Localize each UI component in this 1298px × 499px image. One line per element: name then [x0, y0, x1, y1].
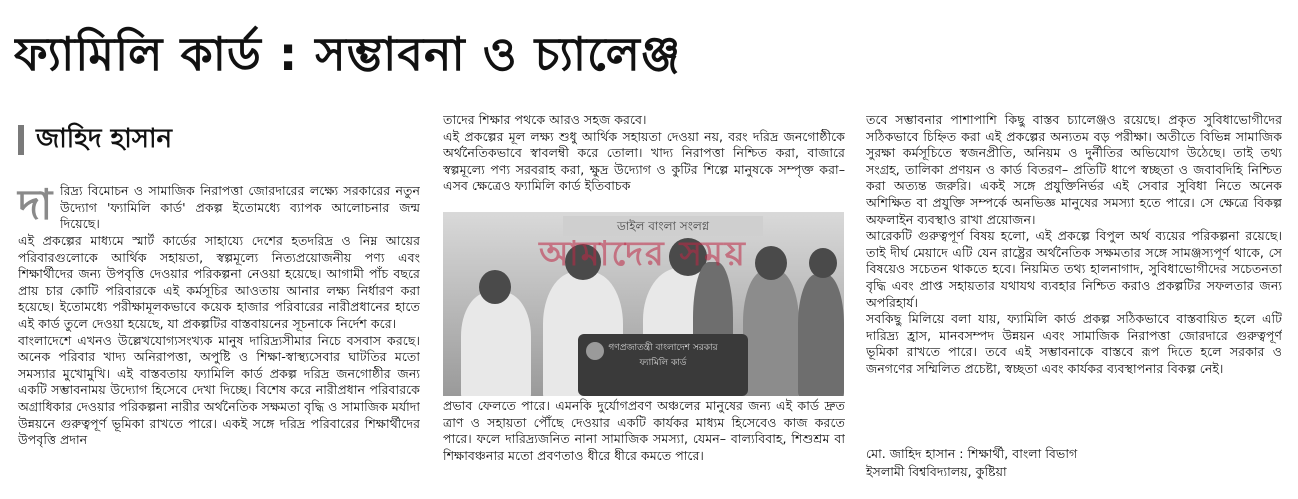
paragraph: প্রভাব ফেলতে পারে। এমনকি দুর্যোগপ্রবণ অঞ্চলের মানুষের জন্য এই কার্ড দ্রুত ত্রাণ ও সহায়তা পৌঁছে দেওয়ার একটি কার্যকর মাধ্যম হিসেবেও কাজ করতে পারে। ফলে দারিদ্র্যজনিত নানা সামাজিক সমস্যা, যেমন– বাল্যবিবাহ, শিশুশ্রম বা শিক্ষাবঞ্চনার মতো প্রবণতাও ধীরে ধীরে কমতে পারে।: [443, 398, 845, 463]
column-3: [866, 112, 1282, 432]
government-emblem-icon: [586, 342, 604, 360]
dropcap: দা: [18, 180, 53, 229]
person-figure: [461, 292, 531, 396]
author-affiliation: ইসলামী বিশ্ববিদ্যালয়, কুষ্টিয়া: [866, 464, 1007, 479]
paragraph: তবে সম্ভাবনার পাশাপাশি কিছু বাস্তব চ্যালেঞ্জও রয়েছে। প্রকৃত সুবিধাভোগীদের সঠিকভাবে চিহ্নিত করা এই প্রকল্পের অন্যতম বড় পরীক্ষা। অতীতে বিভিন্ন সামাজিক সুরক্ষা কর্মসূচিতে স্বজনপ্রীতি, অনিয়ম ও দুর্নীতির অভিযোগ উঠেছে। তাই তথ্য সংগ্রহ, তালিকা প্রণয়ন ও কার্ড বিতরণ– প্রতিটি ধাপে স্বচ্ছতা ও জবাবদিহি নিশ্চিত করা অত্যন্ত জরুরি। একই সঙ্গে প্রযুক্তিনির্ভর এই সেবার সুবিধা নিতে অনেক অশিক্ষিত বা প্রযুক্তি সম্পর্কে অনভিজ্ঞ মানুষের সমস্যা হতে পারে। সে ক্ষেত্রে বিকল্প অফলাইন ব্যবস্থাও রাখা প্রয়োজন।: [866, 112, 1282, 227]
paragraph: এই প্রকল্পের মাধ্যমে স্মার্ট কার্ডের সাহায্যে দেশের হতদরিদ্র ও নিম্ন আয়ের পরিবারগুলোকে আর্থিক সহায়তা, স্বল্পমূল্যে নিত্যপ্রয়োজনীয় পণ্য এবং শিক্ষার্থীদের জন্য উপবৃত্তি দেওয়ার পরিকল্পনা নেওয়া হয়েছে। আগামী পাঁচ বছরে প্রায় চার কোটি পরিবারকে এই কর্মসূচির আওতায় আনার লক্ষ্য নির্ধারণ করা হয়েছে। ইতোমধ্যে পরীক্ষামূলকভাবে কয়েক হাজার পরিবারের নারীপ্রধানের হাতে এই কার্ড তুলে দেওয়া হয়েছে, যা প্রকল্পটির বাস্তবায়নের সূচনাকে নির্দেশ করে।: [18, 233, 420, 331]
lead-paragraph: রিদ্র্য বিমোচন ও সামাজিক নিরাপত্তা জোরদারের লক্ষ্যে সরকারের নতুন উদ্যোগ 'ফ্যামিলি কার্ড' প্রকল্প ইতোমধ্যে ব্যাপক আলোচনার জন্ম দিয়েছে।: [60, 183, 420, 232]
column-1-lead: [60, 183, 420, 235]
paragraph: বাংলাদেশে এখনও উল্লেখযোগ্যসংখ্যক মানুষ দারিদ্র্যসীমার নিচে বসবাস করছে। অনেক পরিবার খাদ্য অনিরাপত্তা, অপুষ্টি ও শিক্ষা-স্বাস্থ্যসেবার ঘাটতির মতো সমস্যার মুখোমুখি। এই বাস্তবতায় ফ্যামিলি কার্ড প্রকল্প দরিদ্র জনগোষ্ঠীর জন্য একটি সম্ভাবনাময় উদ্যোগ হিসেবে দেখা দিচ্ছে। বিশেষ করে নারীপ্রধান পরিবারকে অগ্রাধিকার দেওয়ার পরিকল্পনা নারীর অর্থনৈতিক সক্ষমতা বৃদ্ধি ও সামাজিক মর্যাদা উন্নয়নে গুরুত্বপূর্ণ ভূমিকা রাখতে পারে। একই সঙ্গে দরিদ্র পরিবারের শিক্ষার্থীদের উপবৃত্তি প্রদান: [18, 332, 420, 448]
family-card: [578, 334, 748, 396]
photo-banner: ডাইল বাংলা সংলগ্ন: [563, 216, 763, 236]
author-credit: মো. জাহিদ হাসান : শিক্ষার্থী, বাংলা বিভাগ: [866, 446, 1078, 461]
column-2-top: [443, 112, 845, 208]
person-head: [479, 270, 511, 304]
paragraph: সবকিছু মিলিয়ে বলা যায়, ফ্যামিলি কার্ড প্রকল্প সঠিকভাবে বাস্তবায়িত হলে এটি দারিদ্র্য হ্রাস, মানবসম্পদ উন্নয়ন এবং সামাজিক নিরাপত্তা জোরদারে গুরুত্বপূর্ণ ভূমিকা রাখতে পারে। তবে এই সম্ভাবনাকে বাস্তবে রূপ দিতে হলে সরকার ও জনগণের সম্মিলিত প্রচেষ্টা, স্বচ্ছতা এবং কার্যকর ব্যবস্থাপনার বিকল্প নেই।: [866, 311, 1282, 376]
headline: ফ্যামিলি কার্ড : সম্ভাবনা ও চ্যালেঞ্জ: [14, 27, 682, 81]
byline: [18, 122, 172, 158]
author-name: জাহিদ হাসান: [36, 124, 173, 154]
paragraph: আরেকটি গুরুত্বপূর্ণ বিষয় হলো, এই প্রকল্পে বিপুল অর্থ ব্যয়ের পরিকল্পনা রয়েছে। তাই দীর্ঘ মেয়াদে এটি যেন রাষ্ট্রের অর্থনৈতিক সক্ষমতার সঙ্গে সামঞ্জস্যপূর্ণ থাকে, সে বিষয়েও সচেতন থাকতে হবে। নিয়মিত তথ্য হালনাগাদ, সুবিধাভোগীদের সচেতনতা বৃদ্ধি এবং প্রাপ্ত সহায়তার যথাযথ ব্যবহার নিশ্চিত করাও প্রকল্পটির সফলতার জন্য অপরিহার্য।: [866, 228, 1282, 310]
column-1-body: [18, 233, 420, 495]
paragraph: এই প্রকল্পের মূল লক্ষ্য শুধু আর্থিক সহায়তা দেওয়া নয়, বরং দরিদ্র জনগোষ্ঠীকে অর্থনৈতিকভাবে স্বাবলম্বী করে তোলা। খাদ্য নিরাপত্তা নিশ্চিত করা, বাজারে স্বল্পমূল্যে পণ্য সরবরাহ করা, ক্ষুদ্র উদ্যোগ ও কুটির শিল্পে মানুষকে সম্পৃক্ত করা– এসব ক্ষেত্রেও ফ্যামিলি কার্ড ইতিবাচক: [443, 128, 845, 194]
person-figure: [798, 274, 844, 396]
article-photo: [443, 212, 844, 396]
column-2-bottom: [443, 398, 845, 495]
person-figure: [743, 270, 799, 396]
card-subtitle: ফ্যামিলি কার্ড: [639, 358, 687, 368]
byline-bar: [18, 125, 24, 155]
person-head: [809, 248, 837, 278]
photo-watermark: আমাদের সময়: [539, 234, 747, 274]
card-title: গণপ্রজাতন্ত্রী বাংলাদেশ সরকার: [608, 343, 718, 353]
paragraph: তাদের শিক্ষার পথকে আরও সহজ করবে।: [443, 112, 647, 127]
